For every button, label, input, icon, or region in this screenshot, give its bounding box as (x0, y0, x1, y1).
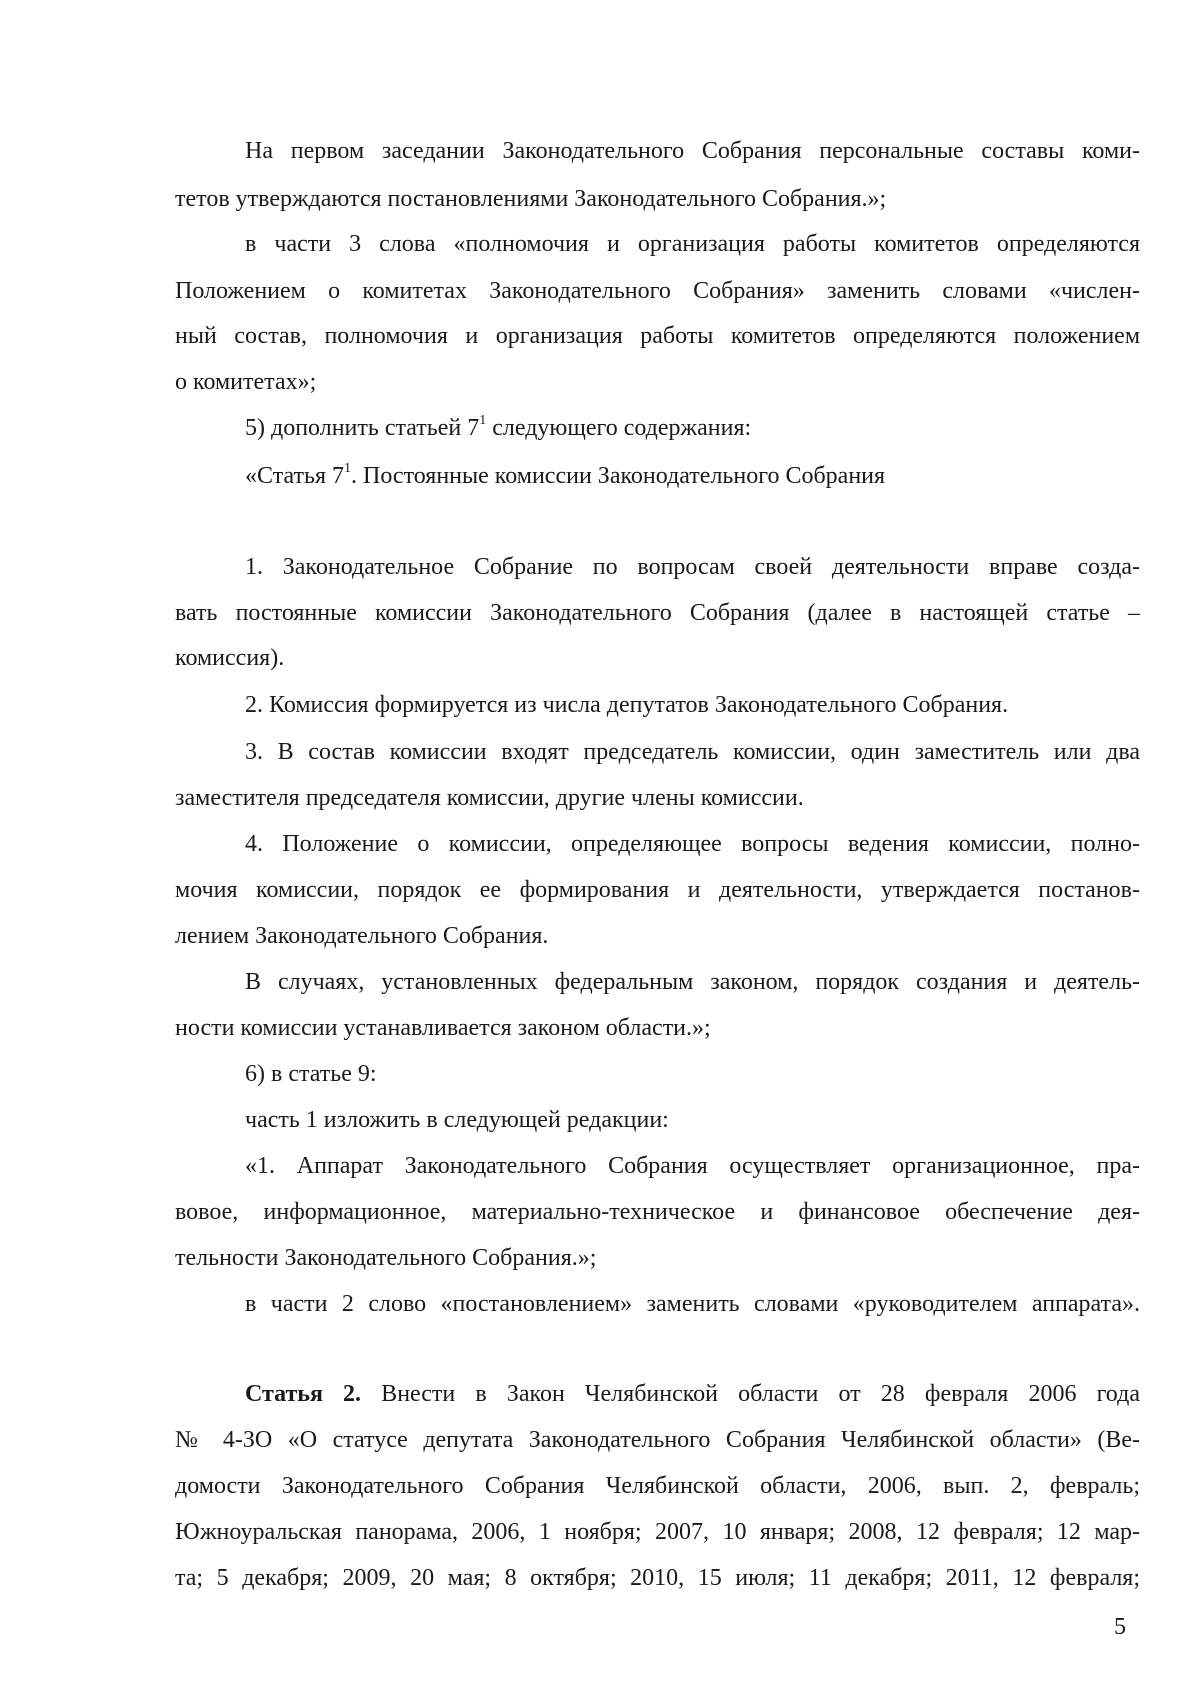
article-heading: «Статья $7^1$. Постоянные комиссии Законодательного Собрания (245, 461, 886, 489)
text-line: ности комиссии устанавливается законом области.»; (175, 1015, 711, 1041)
text-line: 5) дополнить статьей $7^1$ следующего содержания: (245, 413, 752, 441)
text-line: мочия комиссии, порядок ее формирования и деятельности, утверждается постанов- (175, 877, 1140, 903)
text-line: 6) в статье 9: (245, 1061, 377, 1087)
text-line: № 4-ЗО «О статусе депутата Законодательного Собрания Челябинской области» (Ве- (175, 1427, 1140, 1453)
page-number: 5 (1114, 1614, 1126, 1640)
text-line: «1. Аппарат Законодательного Собрания осуществляет организационное, пра- (245, 1153, 1140, 1179)
text-line: ный состав, полномочия и организация работы комитетов определяются положением (175, 323, 1140, 349)
text-line: домости Законодательного Собрания Челябинской области, 2006, вып. 2, февраль; (175, 1473, 1140, 1499)
text-line: часть 1 изложить в следующей редакции: (245, 1107, 669, 1133)
text-line: вовое, информационное, материально-техническое и финансовое обеспечение дея- (175, 1199, 1140, 1225)
text-line: 1. Законодательное Собрание по вопросам своей деятельности вправе созда- (245, 554, 1140, 580)
text-line: о комитетах»; (175, 369, 317, 395)
text-line: 2. Комиссия формируется из числа депутатов Законодательного Собрания. (245, 692, 1009, 718)
text-line: На первом заседании Законодательного Собрания персональные составы коми- (245, 138, 1140, 164)
text-line: 3. В состав комиссии входят председатель комиссии, один заместитель или два (245, 739, 1140, 765)
text-line: лением Законодательного Собрания. (175, 923, 549, 949)
text-line: Положением о комитетах Законодательного Собрания» заменить словами «числен- (175, 278, 1140, 304)
text-line: 4. Положение о комиссии, определяющее вопросы ведения комиссии, полно- (245, 831, 1140, 857)
text-line: вать постоянные комиссии Законодательного Собрания (далее в настоящей статье – (175, 600, 1140, 626)
text-line: В случаях, установленных федеральным законом, порядок создания и деятель- (245, 969, 1140, 995)
article-2-heading: Статья 2. (245, 1381, 362, 1407)
text-line: комиссия). (175, 645, 285, 671)
text-line: заместителя председателя комиссии, другие члены комиссии. (175, 785, 804, 811)
text-line: тетов утверждаются постановлениями Законодательного Собрания.»; (175, 186, 887, 212)
text-line: тельности Законодательного Собрания.»; (175, 1245, 597, 1271)
text-line: Южноуральская панорама, 2006, 1 ноября; 2007, 10 января; 2008, 12 февраля; 12 мар- (175, 1519, 1140, 1545)
text-line: та; 5 декабря; 2009, 20 мая; 8 октября; 2010, 15 июля; 11 декабря; 2011, 12 февраля; (175, 1565, 1140, 1591)
text-line: в части 2 слово «постановлением» заменить словами «руководителем аппарата». (245, 1291, 1140, 1317)
text-line: в части 3 слова «полномочия и организация работы комитетов определяются (245, 231, 1140, 257)
article-2-line: Статья 2. Внести в Закон Челябинской области от 28 февраля 2006 года (245, 1381, 1140, 1407)
